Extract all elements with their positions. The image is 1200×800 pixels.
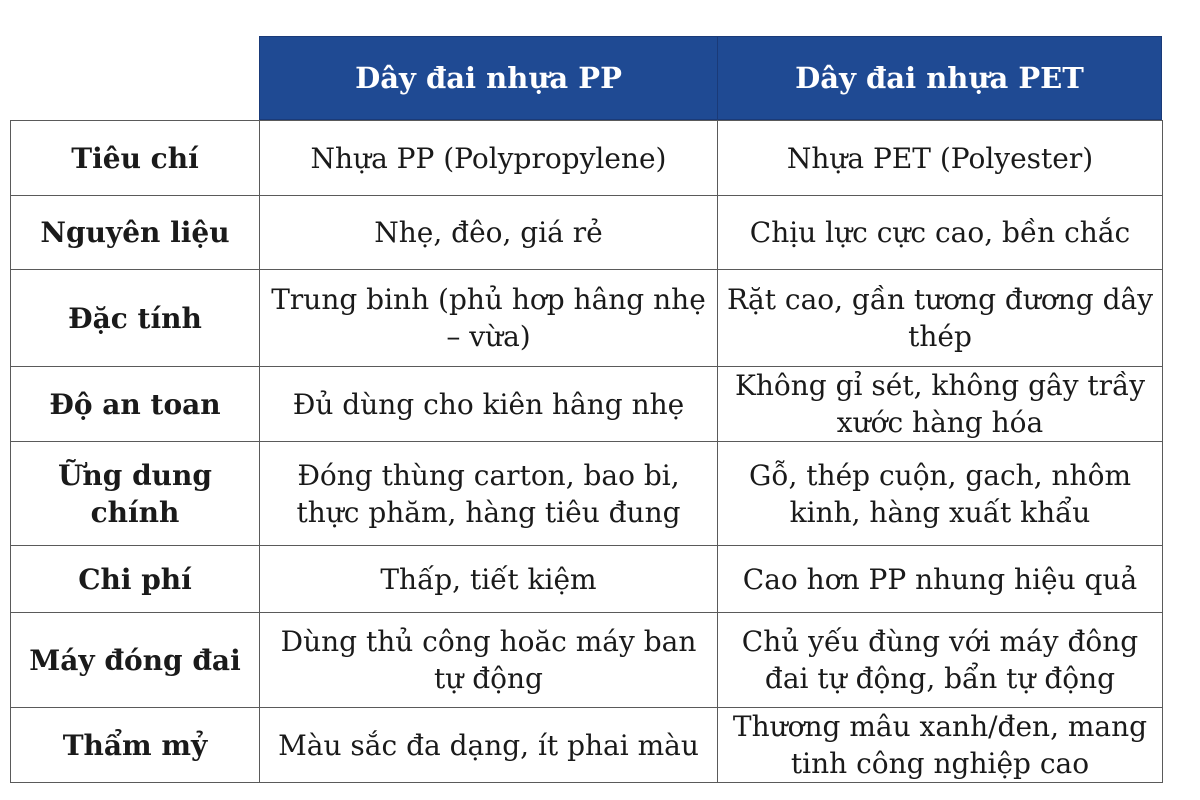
pp-cell: Dùng thủ công hoăc máy ban tự động [260, 613, 718, 708]
table-row [11, 367, 1163, 442]
criterion-cell: Ững dung chính [11, 442, 260, 546]
comparison-table [10, 120, 1163, 783]
pp-cell: Màu sắc đa dạng, ít phai màu [260, 708, 718, 783]
criterion-cell: Tiêu chí [11, 121, 260, 196]
criterion-cell: Đặc tính [11, 270, 260, 367]
criterion-cell: Chi phí [11, 546, 260, 613]
pet-cell: Chịu lực cực cao, bền chắc [718, 196, 1163, 270]
criterion-cell: Máy đóng đai [11, 613, 260, 708]
pet-cell: Nhựa PET (Polyester) [718, 121, 1163, 196]
table-row [11, 270, 1163, 367]
pet-cell: Chủ yếu đùng với máy đông đai tự động, bẩn tự động [718, 613, 1163, 708]
pp-cell: Nhẹ, đêo, giá rẻ [260, 196, 718, 270]
pp-cell: Nhựa PP (Polypropylene) [260, 121, 718, 196]
pet-cell: Không gỉ sét, không gây trầy xước hàng hóa [718, 367, 1163, 442]
criterion-cell: Độ an toan [11, 367, 260, 442]
table-row [11, 121, 1163, 196]
pet-cell: Rặt cao, gần tương đương dây thép [718, 270, 1163, 367]
pet-cell: Gỗ, thép cuộn, gach, nhôm kinh, hàng xuất khẩu [718, 442, 1163, 546]
pp-cell: Thấp, tiết kiệm [260, 546, 718, 613]
table-row [11, 196, 1163, 270]
criterion-cell: Nguyên liệu [11, 196, 260, 270]
pet-cell: Thương mâu xanh/đen, mang tinh công nghiệp cao [718, 708, 1163, 783]
table-row [11, 546, 1163, 613]
header-pp: Dây đai nhựa PP [259, 36, 718, 120]
table-row [11, 613, 1163, 708]
pet-cell: Cao hơn PP nhung hiệu quả [718, 546, 1163, 613]
table-row [11, 442, 1163, 546]
pp-cell: Đóng thùng carton, bao bi, thực phăm, hàng tiêu đung [260, 442, 718, 546]
table-row [11, 708, 1163, 783]
pp-cell: Trung binh (phủ hơp hâng nhẹ – vừa) [260, 270, 718, 367]
header-pet: Dây đai nhựa PET [717, 36, 1162, 120]
pp-cell: Đủ dùng cho kiên hâng nhẹ [260, 367, 718, 442]
criterion-cell: Thẩm mỷ [11, 708, 260, 783]
